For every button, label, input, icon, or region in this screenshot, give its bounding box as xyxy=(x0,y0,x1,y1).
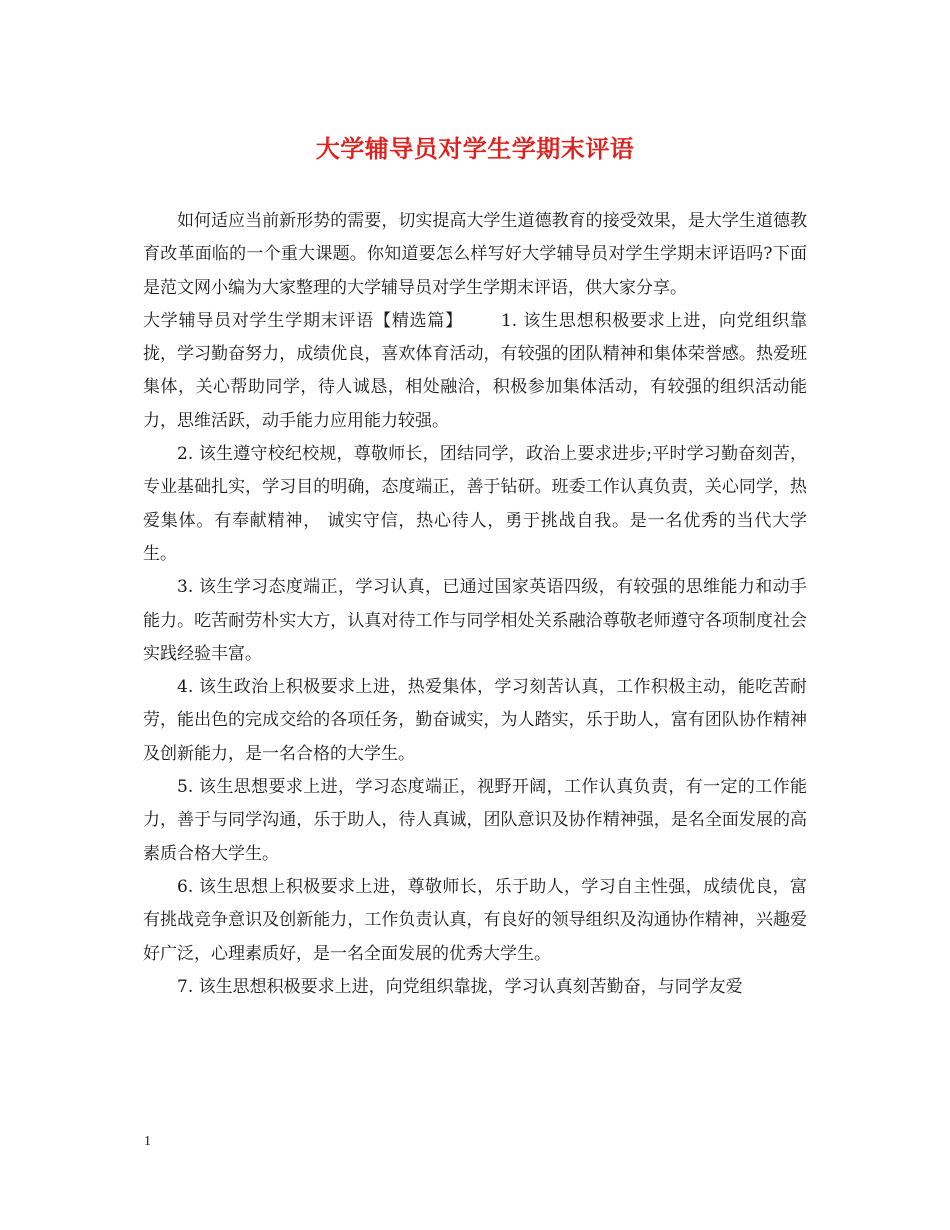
comment-item-6: 6. 该生思想上积极要求上进，尊敬师长，乐于助人，学习自主性强，成绩优良，富有挑战竞争意识及创新能力，工作负责认真，有良好的领导组织及沟通协作精神，兴趣爱好广泛，心理素质好，是一名全面发展的优秀大学生。 xyxy=(143,876,807,964)
section-paragraph xyxy=(143,305,807,438)
document-body xyxy=(143,205,807,1004)
intro-paragraph: 如何适应当前新形势的需要，切实提高大学生道德教育的接受效果，是大学生道德教育改革面临的一个重大课题。你知道要怎么样写好大学辅导员对学生学期末评语吗?下面是范文网小编为大家整理的大学辅导员对学生学期末评语，供大家分享。 xyxy=(143,211,807,298)
comment-item-1: 1. 该生思想积极要求上进，向党组织靠拢，学习勤奋努力，成绩优良，喜欢体育活动，有较强的团队精神和集体荣誉感。热爱班集体，关心帮助同学，待人诚恳，相处融洽，积极参加集体活动，有较强的组织活动能力，思维活跃，动手能力应用能力较强。 xyxy=(143,310,808,431)
comment-item-3: 3. 该生学习态度端正，学习认真，已通过国家英语四级，有较强的思维能力和动手能力。吃苦耐劳朴实大方，认真对待工作与同学相处关系融洽尊敬老师遵守各项制度社会实践经验丰富。 xyxy=(143,577,807,664)
section-heading: 大学辅导员对学生学期末评语【精选篇】 xyxy=(143,310,463,331)
comment-item-4: 4. 该生政治上积极要求上进，热爱集体，学习刻苦认真，工作积极主动，能吃苦耐劳，能出色的完成交给的各项任务，勤奋诚实，为人踏实，乐于助人，富有团队协作精神及创新能力，是一名合格的大学生。 xyxy=(143,677,807,764)
document-title: 大学辅导员对学生学期末评语 xyxy=(315,134,635,163)
comment-item-7: 7. 该生思想积极要求上进，向党组织靠拢，学习认真刻苦勤奋，与同学友爱 xyxy=(177,976,743,997)
comment-item-5: 5. 该生思想要求上进，学习态度端正，视野开阔，工作认真负责，有一定的工作能力，善于与同学沟通，乐于助人，待人真诚，团队意识及协作精神强，是名全面发展的高素质合格大学生。 xyxy=(143,777,807,864)
comment-item-2: 2. 该生遵守校纪校规，尊敬师长，团结同学，政治上要求进步;平时学习勤奋刻苦，专业基础扎实，学习目的明确，态度端正，善于钻研。班委工作认真负责，关心同学，热爱集体。有奉献精神， 诚实守信，热心待人，勇于挑战自我。是一名优秀的当代大学生。 xyxy=(143,444,807,564)
page-number: 1 xyxy=(144,1134,151,1149)
